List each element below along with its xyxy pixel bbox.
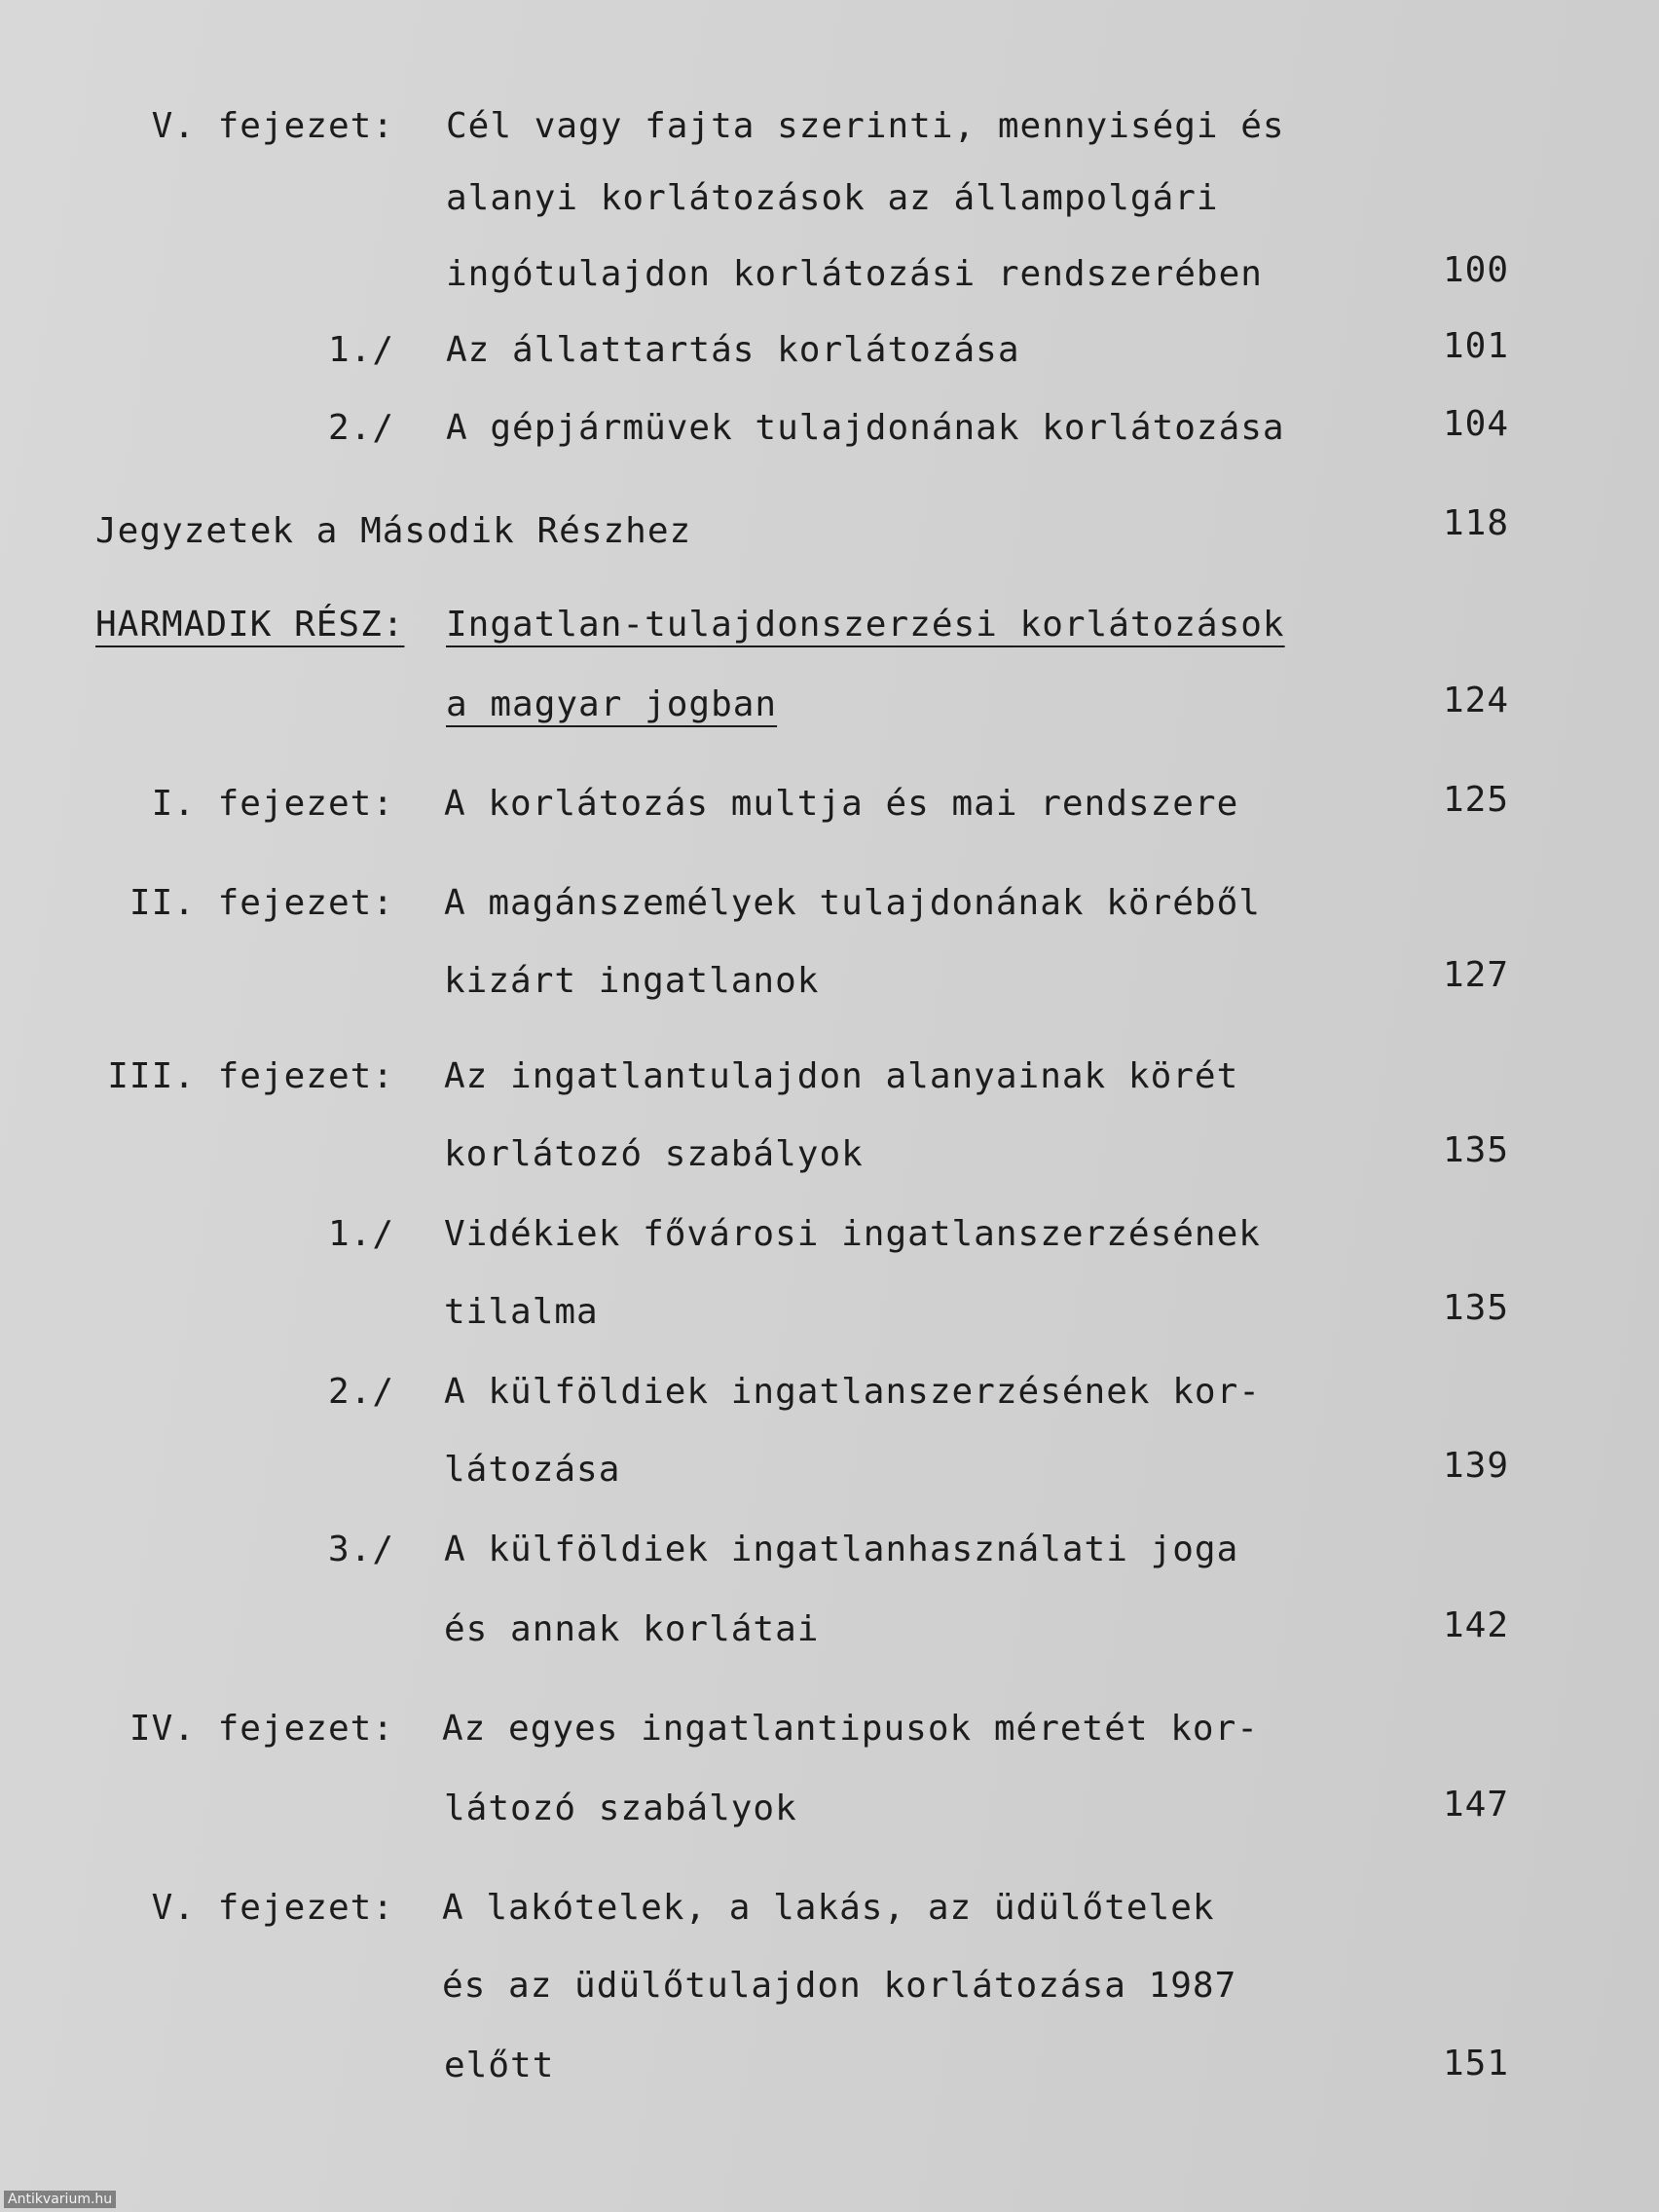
toc-label: I. fejezet: <box>151 784 394 824</box>
toc-label: V. fejezet: <box>151 106 394 146</box>
toc-text: tilalma <box>444 1292 599 1332</box>
toc-page-number: 101 <box>1442 326 1509 366</box>
toc-page-number: 142 <box>1442 1605 1509 1645</box>
toc-page-number: 125 <box>1442 780 1509 820</box>
toc-label: III. fejezet: <box>107 1056 394 1096</box>
toc-text: ingótulajdon korlátozási rendszerében <box>446 254 1263 294</box>
toc-page-number: 135 <box>1442 1130 1509 1170</box>
toc-page-number: 118 <box>1442 503 1509 543</box>
toc-page-number: 100 <box>1442 250 1509 290</box>
toc-part-title: Ingatlan-tulajdonszerzési korlátozások <box>446 605 1285 645</box>
toc-page-number: 135 <box>1442 1288 1509 1328</box>
toc-page-number: 151 <box>1442 2044 1509 2083</box>
toc-page-number: 104 <box>1442 404 1509 444</box>
toc-text: A lakótelek, a lakás, az üdülőtelek <box>442 1888 1215 1928</box>
toc-text: A magánszemélyek tulajdonának köréből <box>444 883 1261 923</box>
toc-text: és az üdülőtulajdon korlátozása 1987 <box>442 1966 1237 2006</box>
toc-text: és annak korlátai <box>444 1609 820 1649</box>
toc-text: A külföldiek ingatlanszerzésének kor- <box>444 1372 1261 1412</box>
toc-section-notes: Jegyzetek a Második Részhez <box>95 511 692 551</box>
toc-page-number: 127 <box>1442 955 1509 995</box>
toc-page-number: 147 <box>1442 1785 1509 1825</box>
toc-text: látozása <box>444 1450 621 1490</box>
toc-label: 1./ <box>327 330 394 370</box>
toc-label: 2./ <box>327 1372 394 1412</box>
toc-text: A korlátozás multja és mai rendszere <box>444 784 1239 824</box>
toc-label: 1./ <box>327 1214 394 1254</box>
toc-label: II. fejezet: <box>129 883 394 923</box>
toc-text: alanyi korlátozások az állampolgári <box>446 178 1219 218</box>
toc-text: Vidékiek fővárosi ingatlanszerzésének <box>444 1214 1261 1254</box>
toc-text: előtt <box>444 2046 555 2085</box>
toc-label: 2./ <box>327 408 394 448</box>
toc-text: A gépjármüvek tulajdonának korlátozása <box>446 408 1285 448</box>
toc-text: Cél vagy fajta szerinti, mennyiségi és <box>446 106 1285 146</box>
toc-text: látozó szabályok <box>444 1788 797 1828</box>
toc-text: kizárt ingatlanok <box>444 961 820 1001</box>
toc-page-number: 139 <box>1442 1446 1509 1486</box>
toc-text: A külföldiek ingatlanhasználati joga <box>444 1530 1239 1569</box>
toc-text: Az egyes ingatlantipusok méretét kor- <box>442 1709 1259 1749</box>
watermark: Antikvarium.hu <box>4 2191 116 2208</box>
toc-label: IV. fejezet: <box>129 1709 394 1749</box>
toc-label: V. fejezet: <box>151 1888 394 1928</box>
toc-text: korlátozó szabályok <box>444 1134 864 1174</box>
toc-text: Az állattartás korlátozása <box>446 330 1020 370</box>
toc-text: Az ingatlantulajdon alanyainak körét <box>444 1056 1239 1096</box>
toc-part-heading: HARMADIK RÉSZ: <box>95 605 405 645</box>
toc-label: 3./ <box>327 1530 394 1569</box>
toc-part-title: a magyar jogban <box>446 684 778 724</box>
toc-page-number: 124 <box>1442 681 1509 720</box>
